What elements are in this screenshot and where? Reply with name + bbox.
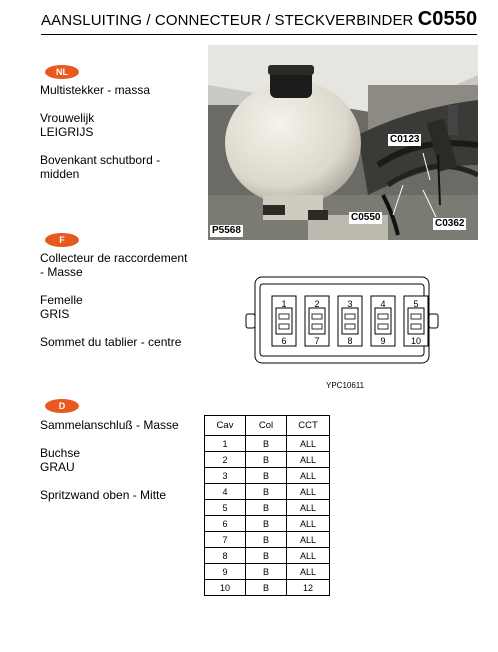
header-divider [41,34,477,35]
cell-cct: ALL [287,452,330,468]
table-body [205,436,330,596]
diagram-reference: YPC10611 [326,381,365,390]
description-line: midden [40,167,80,181]
language-badge-f: F [45,233,79,247]
cell-col: B [246,580,287,596]
column-header-col: Col [246,416,287,436]
description-line: Collecteur de raccordement [40,251,188,265]
cell-cav: 7 [205,532,246,548]
pin-number-top: 4 [380,299,386,309]
cell-col: B [246,564,287,580]
description-line: Buchse [40,446,81,460]
photo-illustration [208,45,478,240]
connector-face-diagram [242,274,442,374]
cell-cav: 4 [205,484,246,500]
cell-cct: ALL [287,436,330,452]
pin-number-top: 2 [314,299,320,309]
cell-col: B [246,484,287,500]
column-header-cct: CCT [287,416,330,436]
table-row [205,548,330,564]
cell-col: B [246,516,287,532]
table-row [205,564,330,580]
description-line: Sammelanschluß - Masse [40,418,179,432]
language-badge-nl: NL [45,65,79,79]
pin-number-bottom: 8 [347,336,353,346]
photo-label-c0123: C0123 [390,134,420,145]
cell-cav: 9 [205,564,246,580]
pin-number-bottom: 10 [410,336,422,346]
connector-code: C0550 [417,8,478,30]
pin-number-top: 3 [347,299,353,309]
pin-cavity [338,296,362,346]
description-line: Vrouwelijk [40,111,95,125]
table-header-row [205,416,330,436]
table-row [205,468,330,484]
pin-cavity [404,296,428,346]
description-line: GRAU [40,460,75,474]
cell-col: B [246,436,287,452]
cell-cct: ALL [287,484,330,500]
cell-col: B [246,500,287,516]
pin-cavity [305,296,329,346]
pin-number-top: 1 [281,299,287,309]
cell-cav: 2 [205,452,246,468]
table-row [205,580,330,596]
cell-col: B [246,452,287,468]
table-row [205,436,330,452]
description-line: Bovenkant schutbord - [40,153,161,167]
column-header-cav: Cav [205,416,246,436]
cell-cct: ALL [287,564,330,580]
engine-bay-photo [208,45,478,240]
description-line: Sommet du tablier - centre [40,335,182,349]
table-row [205,516,330,532]
page-title [41,8,477,31]
pin-cavity [371,296,395,346]
table-row [205,484,330,500]
pin-number-bottom: 6 [281,336,287,346]
cell-cav: 6 [205,516,246,532]
description-line: Spritzwand oben - Mitte [40,488,167,502]
section-f [40,251,187,349]
cell-cct: 12 [287,580,330,596]
pin-number-top: 5 [413,299,419,309]
photo-label-c0362: C0362 [435,218,465,229]
cell-cav: 8 [205,548,246,564]
pin-table [204,415,330,596]
cell-col: B [246,548,287,564]
section-nl [40,83,160,181]
cell-cav: 10 [205,580,246,596]
cell-cct: ALL [287,516,330,532]
cell-col: B [246,468,287,484]
table-row [205,532,330,548]
description-line: - Masse [40,265,83,279]
description-line: Femelle [40,293,83,307]
table-row [205,452,330,468]
cell-cav: 1 [205,436,246,452]
cell-cct: ALL [287,532,330,548]
cell-col: B [246,532,287,548]
table-row [205,500,330,516]
photo-label-c0550: C0550 [351,212,381,223]
pin-cavity [272,296,296,346]
description-line: LEIGRIJS [40,125,94,139]
description-line: GRIS [40,307,70,321]
section-d [40,418,179,502]
page-title-text: AANSLUITING / CONNECTEUR / STECKVERBINDER [41,12,418,29]
cell-cav: 5 [205,500,246,516]
pin-number-bottom: 9 [380,336,386,346]
cell-cct: ALL [287,548,330,564]
cell-cct: ALL [287,500,330,516]
language-badge-d: D [45,399,79,413]
cell-cct: ALL [287,468,330,484]
cell-cav: 3 [205,468,246,484]
pin-number-bottom: 7 [314,336,320,346]
pin-cells [272,296,428,346]
photo-reference: P5568 [212,225,241,236]
description-line: Multistekker - massa [40,83,151,97]
